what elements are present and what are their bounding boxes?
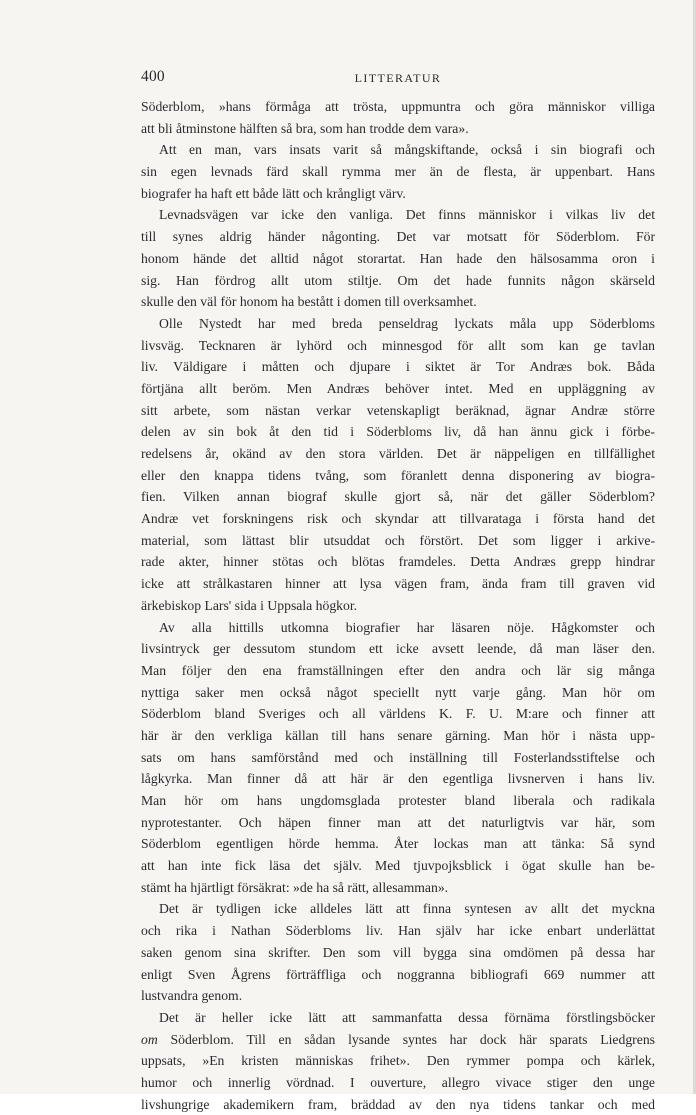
text-line: humor och innerlig vördnad. I ouverture, allegro vivace stiger den unge — [141, 1074, 655, 1090]
text-line: Att en man, vars insats varit så mångskiftande, också i sin biografi och — [159, 142, 655, 158]
text-line: lustvandra genom. — [141, 988, 243, 1004]
text-line: här är den verkliga källan till hans senare gärning. Man hör i nästa upp- — [141, 727, 655, 743]
emphasis-word: om — [141, 1031, 158, 1047]
page-number: 400 — [141, 68, 165, 85]
body-text — [141, 96, 655, 1115]
text-line: Man följer den ena framställningen efter den andra och lär sig många — [141, 662, 655, 678]
text-line: sitt arbete, som nästan verkar vetenskapligt beräknad, ägnar Andræ större — [141, 402, 655, 418]
text-line: ärkebiskop Lars' sida i Uppsala högkor. — [141, 597, 358, 613]
text-line: och rika i Nathan Söderbloms liv. Han själv har icke enbart underlättat — [141, 923, 655, 939]
text-line: sats om hans samförstånd med och inställning till Fosterlandsstiftelse och — [141, 749, 655, 765]
text-line: liv. Väldigare i måtten och djupare i siktet är Tor Andræs bok. Båda — [141, 359, 655, 375]
text-line: livsintryck ger dessutom stundom ett icke avsett leende, då man läser den. — [141, 641, 655, 657]
text-line: nyprotestanter. Och häpen finner man att det naturligtvis var här, som — [141, 814, 655, 830]
page-header — [141, 68, 655, 90]
text-line: sin egen levnads färd skall rymma mer än de flesta, är uppenbart. Hans — [141, 164, 655, 180]
text-line: honom hände det alltid något storartat. Han hade den hälsosamma oron i — [141, 250, 655, 266]
text-line: att han inte fick läsa det själv. Med tjuvpojksblick i ögat skulle han be- — [141, 858, 655, 874]
text-line: nyttiga saker men också något speciellt nytt varje gång. Man hör om — [141, 684, 655, 700]
text-line: Man hör om hans ungdomsglada protester bland liberala och radikala — [141, 793, 655, 808]
text-line: redelsens år, okänd av den stora världen. Det är näppeligen en tillfällighet — [141, 446, 655, 461]
text-line: lågkyrka. Man finner då att här är den egentliga livsnerven i hans liv. — [141, 771, 655, 787]
text-line: eller den knappa tidens tvång, som föranlett denna disponering av biogra- — [141, 467, 655, 483]
text-line: att bli åtminstone hälften så bra, som han trodde dem vara». — [141, 120, 469, 136]
text-line: Av alla hittills utkomna biografier har läsaren nöje. Hågkomster och — [159, 619, 655, 635]
text-line: Olle Nystedt har med breda penseldrag lyckats måla upp Söderbloms — [159, 315, 655, 331]
text-line: Söderblom, »hans förmåga att trösta, uppmuntra och göra människor villiga — [141, 99, 655, 114]
text-line — [141, 1029, 655, 1051]
text-line: Andræ vet forskningens risk och skyndar att tillvarataga i första hand det — [141, 511, 655, 527]
line-text: Söderblom. Till en sådan lysande syntes har dock här sparats Liedgrens — [157, 1031, 655, 1047]
text-line: icke att strålkastaren hinner att lysa vägen fram, ända fram till graven vid — [141, 576, 655, 592]
running-head: LITTERATUR — [354, 71, 442, 85]
text-line: material, som lättast blir utsuddat och förstört. Det som ligger i arkive- — [141, 532, 655, 548]
text-line: stämt ha hjärtligt försäkrat: »de ha så rätt, allesamman». — [141, 879, 449, 895]
text-line: fien. Vilken annan biograf skulle gjort så, när det gäller Söderblom? — [141, 489, 655, 505]
text-line: Det är heller icke lätt att sammanfatta dessa förnäma förstlingsböcker — [159, 1009, 655, 1025]
text-line: biografer ha haft ett både lätt och krångligt värv. — [141, 185, 406, 201]
text-line: förtjäna allt beröm. Men Andræs behöver intet. Med en uppläggning av — [141, 380, 655, 396]
text-line: livshungrige akademikern fram, bräddad av den nya tidens tankar och med — [141, 1096, 655, 1112]
text-line: skulle den väl för honom ha bestått i domen till overksamhet. — [141, 294, 477, 310]
text-line: Det är tydligen icke alldeles lätt att finna syntesen av allt det myckna — [159, 901, 655, 917]
text-line: Söderblom bland Sveriges och all världens K. F. U. M:are och finner att — [141, 706, 655, 722]
text-line: enligt Sven Ågrens förträffliga och noggranna bibliografi 669 nummer att — [141, 966, 655, 982]
text-line: Söderblom egentligen hörde hemma. Åter lockas man att tänka: Så synd — [141, 836, 655, 852]
text-line: uppsats, »En kristen människas frihet». Den rymmer pompa och kärlek, — [141, 1053, 655, 1069]
text-line: livsväg. Tecknaren är lyhörd och minnesgod för allt som kan ge tavlan — [141, 337, 655, 353]
text-line: rade akter, hinner stötas och blötas framdeles. Detta Andræs grepp hindrar — [141, 554, 655, 570]
text-line: delen av sin bok åt den tid i Söderbloms liv, då han ännu gick i förbe- — [141, 424, 655, 440]
text-line: sig. Han fördrog allt utom stiltje. Om det hade funnits någon skärseld — [141, 272, 655, 288]
text-line: Levnadsvägen var icke den vanliga. Det finns människor i vilkas liv det — [159, 207, 655, 223]
text-line: saken genom sina skrifter. Den som vill bygga sina omdömen på dessa har — [141, 944, 655, 960]
text-line: till synes aldrig händer någonting. Det var motsatt för Söderblom. För — [141, 229, 655, 245]
